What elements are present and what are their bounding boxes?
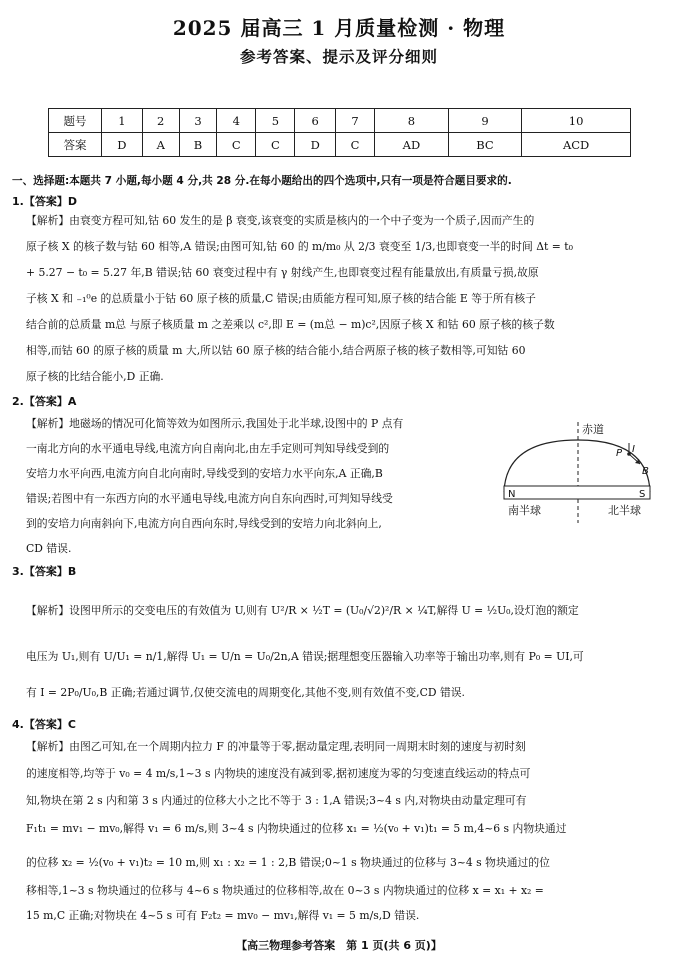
- q1-line: 【解析】由衰变方程可知,钴 60 发生的是 β 衰变,该衰变的实质是核内的一个中子变为一个质子,因而产生的: [26, 214, 535, 227]
- q3-line: 电压为 U₁,则有 U/U₁ = n/1,解得 U₁ = U/n = U₀/2n,A 错误;据理想变压器输入功率等于输出功率,则有 P₀ = UI,可: [26, 650, 584, 663]
- q3-answer-label: 3.【答案】B: [12, 565, 77, 578]
- section-heading: 一、选择题:本题共 7 小题,每小题 4 分,共 28 分.在每小题给出的四个选项中,只有一项是符合题目要求的.: [12, 175, 512, 187]
- q4-line: 【解析】由图乙可知,在一个周期内拉力 F 的冲量等于零,据动量定理,表明同一周期末时刻的速度与初时刻: [26, 740, 526, 753]
- q3-line: 【解析】设图甲所示的交变电压的有效值为 U,则有 U²/R × ½T = (U₀/√2)²/R × ¼T,解得 U = ½U₀,设灯泡的额定: [26, 604, 579, 617]
- q3-line: 有 I = 2P₀/U₀,B 正确;若通过调节,仅使交流电的周期变化,其他不变,则有效值不变,CD 错误.: [26, 686, 465, 699]
- answer-cell: C: [217, 133, 256, 157]
- bar-magnet: [504, 486, 650, 499]
- q2-line: 一南北方向的水平通电导线,电流方向自南向北,由左手定则可判知导线受到的: [26, 442, 390, 455]
- i-label: I: [632, 444, 635, 455]
- question-number: 1: [102, 109, 143, 133]
- q4-line: 的速度相等,均等于 v₀ = 4 m/s,1~3 s 内物块的速度没有减到零,据初速度为零的匀变速直线运动的特点可: [26, 767, 531, 780]
- question-number: 6: [295, 109, 336, 133]
- q4-line: 知,物块在第 2 s 内和第 3 s 内通过的位移大小之比不等于 3 : 1,A 错误;3~4 s 内,对物块由动量定理可有: [26, 794, 527, 807]
- answer-table-header-row: [49, 109, 631, 133]
- field-arc: [504, 440, 650, 492]
- answer-cell: C: [336, 133, 375, 157]
- magnet-n-label: N: [508, 489, 516, 500]
- answer-cell: A: [142, 133, 179, 157]
- answer-table: [48, 108, 631, 157]
- table-answer-label: 答案: [49, 133, 102, 157]
- magnet-s-label: S: [639, 489, 646, 500]
- question-number: 4: [217, 109, 256, 133]
- q4-line: 15 m,C 正确;对物块在 4~5 s 可有 F₂t₂ = mv₀ − mv₁,解得 v₁ = 5 m/s,D 错误.: [26, 909, 420, 922]
- q2-line: 到的安培力向南斜向下,电流方向自西向东时,导线受到的安培力向北斜向上,: [26, 517, 382, 530]
- q4-answer-label: 4.【答案】C: [12, 718, 76, 731]
- page-subtitle: 参考答案、提示及评分细则: [239, 48, 438, 66]
- earth-magnetic-field-diagram: [498, 420, 658, 525]
- q1-line: 相等,而钴 60 的原子核的质量 m 大,所以钴 60 原子核的结合能小,结合两原子核的核子数相等,可知钴 60: [26, 344, 526, 357]
- answer-cell: AD: [375, 133, 449, 157]
- answer-cell: D: [295, 133, 336, 157]
- page-footer: 【高三物理参考答案 第 1 页(共 6 页)】: [236, 939, 442, 952]
- question-number: 8: [375, 109, 449, 133]
- question-number: 9: [448, 109, 521, 133]
- p-label: P: [616, 448, 623, 459]
- question-number: 7: [336, 109, 375, 133]
- q2-line: 安培力水平向西,电流方向自北向南时,导线受到的安培力水平向东,A 正确,B: [26, 467, 383, 480]
- answer-table-answer-row: [49, 133, 631, 157]
- south-hemisphere-label: 南半球: [508, 504, 541, 517]
- table-header-label: 题号: [49, 109, 102, 133]
- q2-line: 【解析】地磁场的情况可化简等效为如图所示,我国处于北半球,设图中的 P 点有: [26, 417, 404, 430]
- question-number: 5: [256, 109, 295, 133]
- north-hemisphere-label: 北半球: [608, 504, 641, 517]
- answer-cell: B: [179, 133, 217, 157]
- answer-cell: BC: [448, 133, 521, 157]
- q2-line: CD 错误.: [26, 542, 72, 555]
- q1-line: 子核 X 和 ₋₁⁰e 的总质量小于钴 60 原子核的质量,C 错误;由质能方程可知,原子核的结合能 E 等于所有核子: [26, 292, 536, 305]
- b-label: B: [642, 466, 649, 477]
- q2-line: 错误;若图中有一东西方向的水平通电导线,电流方向自东向西时,可判知导线受: [26, 492, 393, 505]
- answer-cell: C: [256, 133, 295, 157]
- q1-line: 结合前的总质量 m总 与原子核质量 m 之差乘以 c²,即 E = (m总 − m)c²,因原子核 X 和钴 60 原子核的核子数: [26, 318, 555, 331]
- question-number: 3: [179, 109, 217, 133]
- q4-line: F₁t₁ = mv₁ − mv₀,解得 v₁ = 6 m/s,则 3~4 s 内物块通过的位移 x₁ = ½(v₀ + v₁)t₁ = 5 m,4~6 s 内物块通过: [26, 822, 567, 835]
- q2-answer-label: 2.【答案】A: [12, 395, 77, 408]
- question-number: 10: [522, 109, 631, 133]
- q1-answer-label: 1.【答案】D: [12, 195, 77, 208]
- page-title: 2025 届高三 1 月质量检测 · 物理: [172, 16, 506, 40]
- answer-cell: D: [102, 133, 143, 157]
- q1-line: 原子核 X 的核子数与钴 60 相等,A 错误;由图可知,钴 60 的 m/m₀ 从 2/3 衰变至 1/3,也即衰变一半的时间 Δt = t₀: [26, 240, 573, 253]
- q4-line: 移相等,1~3 s 物块通过的位移与 4~6 s 物块通过的位移相等,故在 0~3 s 内物块通过的位移 x = x₁ + x₂ =: [26, 884, 544, 897]
- q1-line: + 5.27 − t₀ = 5.27 年,B 错误;钴 60 衰变过程中有 γ 射线产生,也即衰变过程有能量放出,有质量亏损,故原: [26, 266, 539, 279]
- q1-line: 原子核的比结合能小,D 正确.: [26, 370, 164, 383]
- question-number: 2: [142, 109, 179, 133]
- equator-label: 赤道: [582, 423, 604, 436]
- answer-cell: ACD: [522, 133, 631, 157]
- q4-line: 的位移 x₂ = ½(v₀ + v₁)t₂ = 10 m,则 x₁ : x₂ = 1 : 2,B 错误;0~1 s 物块通过的位移与 3~4 s 物块通过的位: [26, 856, 550, 869]
